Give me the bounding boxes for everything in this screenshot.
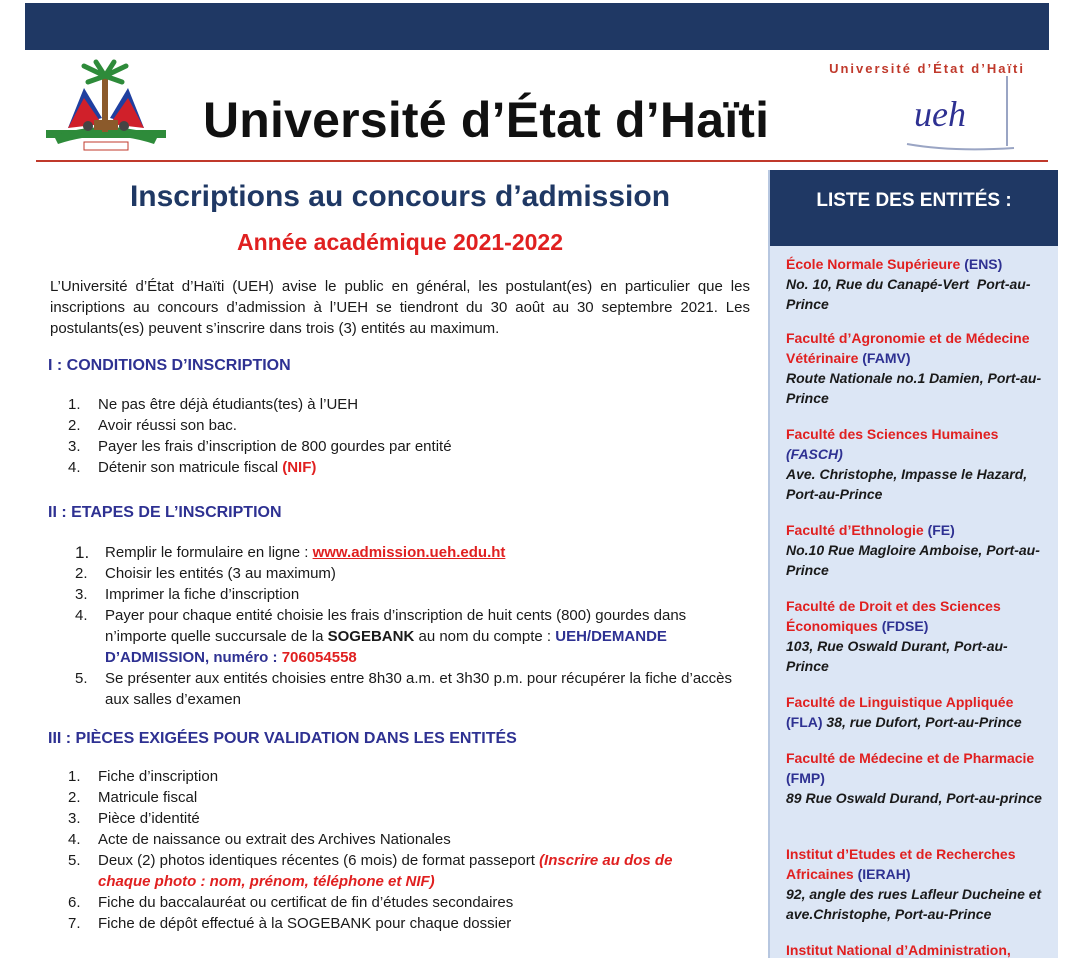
- list-item: 5. Deux (2) photos identiques récentes (6 mois) de format passeport (Inscrire au dos de chaque photo : nom, prénom, téléphone et NIF): [68, 852, 673, 890]
- entity-ina: Institut National d’Administration,: [786, 942, 1011, 958]
- svg-text:ueh: ueh: [914, 94, 966, 134]
- account-name: UEH/DEMANDE D’ADMISSION, numéro :: [105, 628, 667, 666]
- list-item: 1. Remplir le formulaire en ligne : www.admission.ueh.edu.ht: [75, 543, 506, 562]
- academic-year: Année académique 2021-2022: [236, 229, 563, 255]
- top-banner: [25, 3, 1049, 50]
- list-item: 6. Fiche du baccalauréat ou certificat de fin d’études secondaires: [68, 894, 514, 911]
- steps-list: [75, 542, 735, 710]
- list-item: 3. Imprimer la fiche d’inscription: [75, 586, 300, 603]
- header-divider: [36, 160, 1048, 162]
- section-documents-title: III : PIÈCES EXIGÉES POUR VALIDATION DANS LES ENTITÉS: [48, 730, 517, 747]
- list-item: 2. Avoir réussi son bac.: [68, 417, 237, 434]
- account-number: 706054558: [281, 649, 357, 666]
- list-item: 3. Payer les frais d’inscription de 800 gourdes par entité: [68, 438, 452, 455]
- entity-fmp: Faculté de Médecine et de Pharmacie (FMP) 89 Rue Oswald Durand, Port-au-prince: [786, 750, 1042, 806]
- entity-ierah: Institut d’Etudes et de Recherches Africaines (IERAH) 92, angle des rues Lafleur Ducheine et ave.Christophe, Port-au-Prince: [786, 846, 1042, 922]
- documents-list: [68, 766, 728, 934]
- admission-website-link[interactable]: www.admission.ueh.edu.ht: [312, 544, 506, 561]
- ueh-logo: [760, 58, 1040, 158]
- list-item: 1. Fiche d’inscription: [68, 768, 219, 785]
- nif-highlight: (NIF): [282, 459, 317, 476]
- entity-fasch: Faculté des Sciences Humaines (FASCH) Ave. Christophe, Impasse le Hazard, Port-au-Prince: [786, 426, 1028, 502]
- ueh-logo-mark-icon: [902, 72, 1022, 152]
- bank-name: SOGEBANK: [327, 628, 415, 645]
- list-item: 4. Détenir son matricule fiscal (NIF): [68, 459, 317, 476]
- entity-fla: Faculté de Linguistique Appliquée (FLA) 38, rue Dufort, Port-au-Prince: [786, 694, 1022, 730]
- list-item: 2. Matricule fiscal: [68, 789, 198, 806]
- intro-paragraph: L’Université d’État d’Haïti (UEH) avise le public en général, les postulant(es) en particulier que les inscriptions au concours d’admission à l’UEH se tiendront du 30 août au 30 septembre 2021. Les postulants(es) peuvent s’inscrire dans trois (3) entités au maximum.: [50, 278, 750, 337]
- list-item: 1. Ne pas être déjà étudiants(tes) à l’UEH: [68, 396, 359, 413]
- sidebar-title: LISTE DES ENTITÉS :: [770, 170, 1058, 246]
- entity-ens: École Normale Supérieure (ENS) No. 10, Rue du Canapé-Vert Port-au-Prince: [786, 256, 1031, 312]
- section-conditions-title: I : CONDITIONS D’INSCRIPTION: [48, 357, 291, 374]
- entity-fdse: Faculté de Droit et des Sciences Économiques (FDSE) 103, Rue Oswald Durant, Port-au-Prince: [786, 598, 1008, 674]
- section-steps-title: II : ETAPES DE L’INSCRIPTION: [48, 504, 282, 521]
- list-item: 2. Choisir les entités (3 au maximum): [75, 565, 336, 582]
- haiti-coat-of-arms-icon: [44, 58, 168, 152]
- photo-note: (Inscrire au dos de chaque photo : nom, prénom, téléphone et NIF): [98, 852, 673, 890]
- list-item: 7. Fiche de dépôt effectué à la SOGEBANK pour chaque dossier: [68, 915, 512, 932]
- page-title: Université d’État d’Haïti: [203, 92, 770, 148]
- list-item: 3. Pièce d’identité: [68, 810, 200, 827]
- list-item: 4. Payer pour chaque entité choisie les frais d’inscription de huit cents (800) gourdes dans n’importe quelle succursale de la SOGEBANK au nom du compte : UEH/DEMANDE D’ADMISSION, numéro : 706054558: [75, 607, 687, 666]
- list-item: 4. Acte de naissance ou extrait des Archives Nationales: [68, 831, 451, 848]
- entities-sidebar: [768, 170, 1058, 958]
- ueh-logo-name: Université d’État d’Haïti: [829, 61, 1025, 76]
- conditions-list: [68, 394, 748, 478]
- entity-famv: Faculté d’Agronomie et de Médecine Vétérinaire (FAMV) Route Nationale no.1 Damien, Port-au-Prince: [786, 330, 1042, 406]
- announcement-heading: Inscriptions au concours d’admission: [129, 180, 671, 213]
- list-item: 5. Se présenter aux entités choisies entre 8h30 a.m. et 3h30 p.m. pour récupérer la fiche d’accès aux salles d’examen: [75, 670, 733, 708]
- entity-fe: Faculté d’Ethnologie (FE) No.10 Rue Magloire Amboise, Port-au-Prince: [786, 522, 1040, 578]
